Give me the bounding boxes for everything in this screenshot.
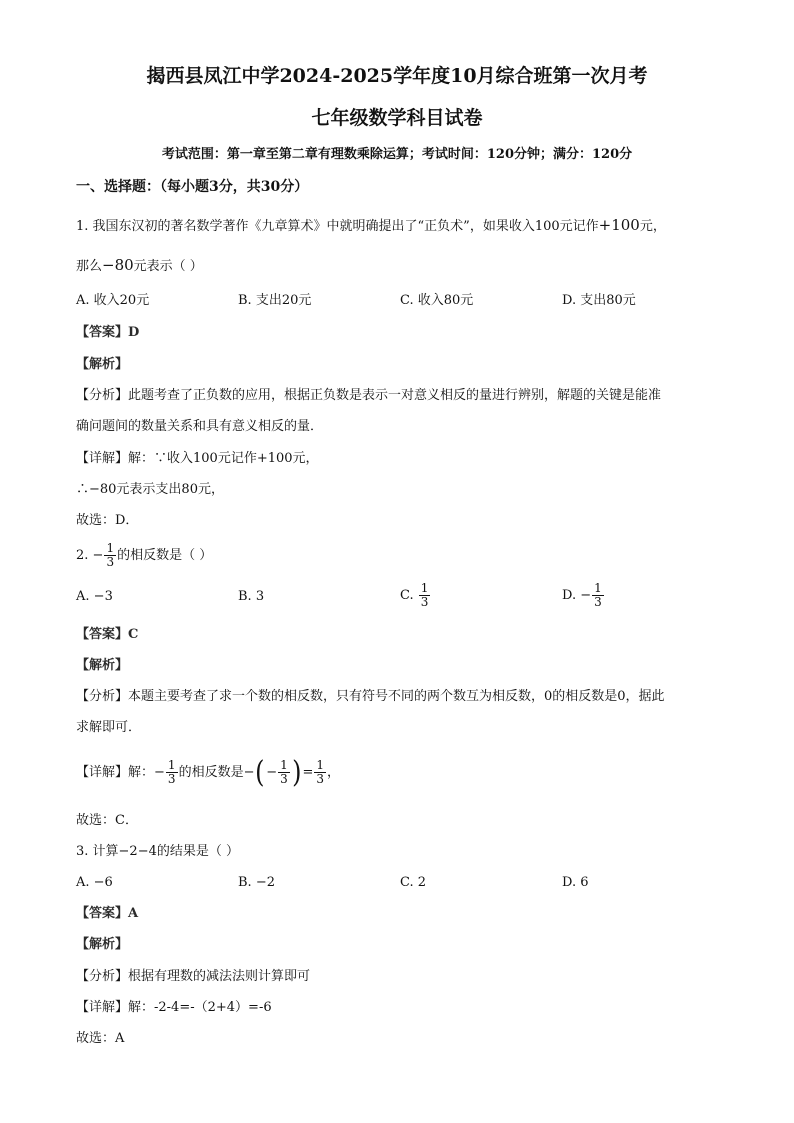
- q2-option-d-minus: −: [580, 588, 592, 603]
- q1-fenxi-line2: 确问题间的数量关系和具有意义相反的量．: [76, 419, 324, 434]
- q3-answer-text: 【答案】A: [76, 906, 139, 921]
- q1-detail-line2: ∴−80元表示支出80元，: [76, 482, 224, 497]
- q1-option-b: B. 支出20元: [238, 293, 312, 308]
- q2-detail-frac1-num: 1: [167, 758, 176, 772]
- q3-detail: 【详解】解：-2-4=-（2+4）=-6: [76, 1000, 272, 1015]
- q1-choose: 故选：D．: [76, 513, 139, 528]
- q2-detail-open-paren: (: [255, 754, 266, 790]
- q2-detail-frac2-num: 1: [280, 758, 288, 772]
- q2-option-a: [76, 588, 113, 606]
- q2-option-d: [562, 580, 605, 612]
- q2-answer-text: 【答案】C: [76, 627, 139, 642]
- q2-detail-eq: =: [302, 765, 314, 780]
- q2-fenxi-line2: 求解即可．: [76, 720, 142, 735]
- q2-option-a-label: A.: [76, 589, 90, 604]
- q1-stem-line1: [76, 216, 666, 236]
- q2-detail-frac1-den: 3: [167, 772, 176, 786]
- q1-option-c: C. 收入80元: [400, 293, 474, 308]
- q2-detail-mid: 的相反数是: [178, 765, 244, 780]
- q3-choose: 故选：A: [76, 1031, 125, 1046]
- q2-detail-minus2: −: [243, 765, 255, 780]
- q1-stem-math-2: −80: [102, 256, 134, 274]
- q3-option-c: C. 2: [400, 875, 427, 890]
- q1-stem-line2: [76, 256, 203, 276]
- q1-detail-line1: 【详解】解：∵收入100元记作+100元，: [76, 451, 319, 466]
- q2-detail: [76, 756, 340, 790]
- q1-option-a: A. 收入20元: [76, 293, 150, 308]
- q1-stem-math: +100: [598, 216, 640, 234]
- q2-option-a-value: −3: [93, 589, 113, 604]
- q2-analysis-label: 【解析】: [76, 658, 129, 673]
- q2-option-c-label: C.: [400, 588, 414, 603]
- q2-option-b: B. 3: [238, 589, 265, 604]
- q2-detail-frac2-den: 3: [280, 772, 288, 786]
- q3-option-b: B. −2: [238, 875, 275, 890]
- q2-detail-end: ，: [327, 765, 341, 780]
- q1-stem-text-b: 元，: [639, 219, 666, 234]
- q2-option-d-label: D.: [562, 588, 577, 603]
- q1-option-d: D. 支出80元: [562, 293, 636, 308]
- q1-stem-text-a: 1. 我国东汉初的著名数学著作《九章算术》中就明确提出了“正负术”，如果收入100元记作: [76, 219, 599, 234]
- q2-detail-minus3: −: [266, 765, 278, 780]
- q2-option-c-fraction: [419, 582, 431, 609]
- q2-option-c-num: 1: [420, 581, 429, 595]
- exam-meta: 考试范围：第一章至第二章有理数乘除运算；考试时间：120分钟；满分：120分: [161, 147, 633, 162]
- q2-detail-prefix: 【详解】解：: [76, 765, 155, 780]
- q3-analysis-label: 【解析】: [76, 937, 129, 952]
- q1-stem-text-d: 元表示（ ）: [133, 259, 203, 274]
- q2-detail-frac3-den: 3: [316, 772, 325, 786]
- q2-detail-frac1: [166, 759, 178, 786]
- q2-minus: −: [92, 548, 104, 563]
- q3-option-a: A. −6: [76, 875, 113, 890]
- q2-option-d-fraction: [592, 582, 604, 609]
- q2-answer: [76, 626, 138, 644]
- q3-stem: 3. 计算−2−4的结果是（ ）: [76, 844, 239, 859]
- q2-stem-text: 的相反数是（ ）: [117, 548, 213, 563]
- q2-option-d-den: 3: [594, 595, 602, 609]
- q2-detail-frac3-num: 1: [316, 758, 325, 772]
- q1-answer-text: 【答案】D: [76, 325, 140, 340]
- q2-frac-num: 1: [106, 541, 115, 555]
- q3-option-d: D. 6: [562, 875, 589, 890]
- q2-option-c: [400, 580, 431, 612]
- q2-stem: [76, 540, 212, 572]
- q1-stem-text-c: 那么: [76, 259, 103, 274]
- q1-answer: [76, 324, 139, 342]
- exam-subtitle: 七年级数学科目试卷: [311, 107, 483, 129]
- q2-fenxi-line1: 【分析】本题主要考查了求一个数的相反数，只有符号不同的两个数互为相反数，0的相反数是0，据此: [76, 689, 665, 704]
- q3-fenxi: 【分析】根据有理数的减法法则计算即可: [76, 969, 311, 984]
- q2-detail-frac2: [278, 759, 290, 786]
- q2-choose: 故选：C．: [76, 813, 138, 828]
- q2-option-c-den: 3: [420, 595, 429, 609]
- q2-detail-minus: −: [154, 765, 165, 780]
- q2-fraction: [104, 542, 116, 569]
- q2-detail-close-paren: ): [291, 754, 302, 790]
- section-heading: 一、选择题：（每小题3分，共30分）: [76, 179, 309, 195]
- q1-fenxi-line1: 【分析】此题考查了正负数的应用，根据正负数是表示一对意义相反的量进行辨别，解题的关键是能准: [76, 388, 662, 403]
- q3-answer: [76, 905, 138, 923]
- q2-option-d-num: 1: [594, 581, 602, 595]
- q2-number: 2.: [76, 548, 89, 563]
- q2-frac-den: 3: [106, 555, 115, 569]
- exam-title: 揭西县凤江中学2024-2025学年度10月综合班第一次月考: [146, 65, 648, 87]
- q2-detail-frac3: [314, 759, 326, 786]
- q1-analysis-label: 【解析】: [76, 357, 129, 372]
